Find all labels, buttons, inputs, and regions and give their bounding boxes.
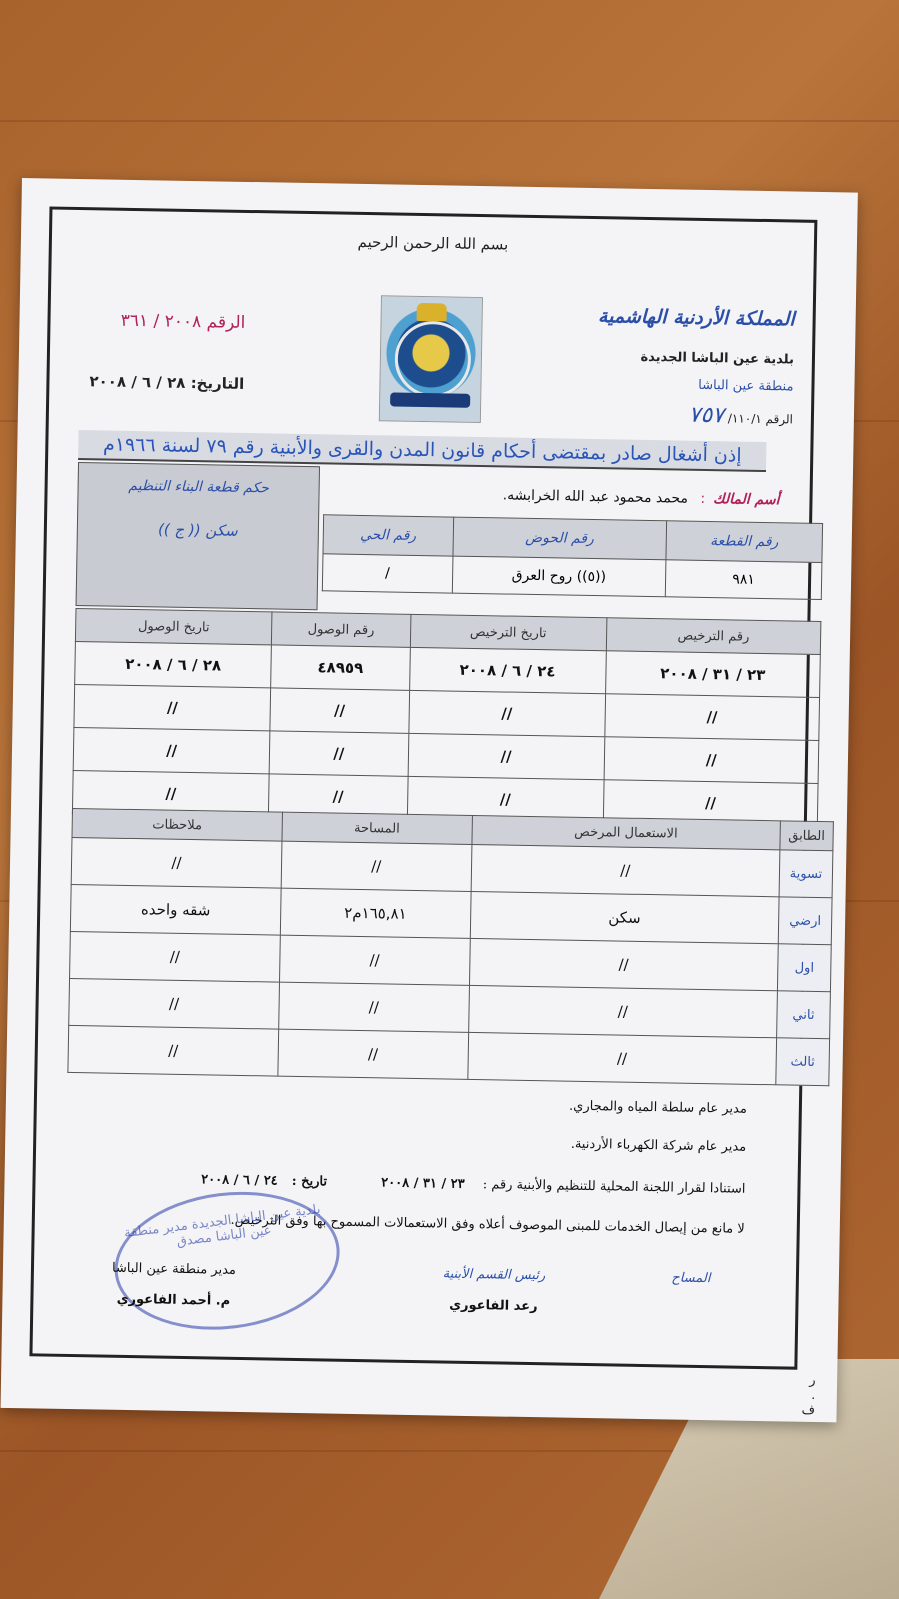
table-cell: ٢٨ / ٦ / ٢٠٠٨	[75, 642, 272, 688]
parcel-table	[322, 514, 823, 600]
floor-name: ارضي	[778, 897, 832, 945]
table-cell: //	[279, 982, 469, 1032]
permit-subject: إذن أشغال صادر بمقتضى أحكام قانون المدن والقرى والأبنية رقم ٧٩ لسنة ١٩٦٦م	[78, 430, 766, 472]
parcel-cell: ((٥)) روح العرق	[452, 556, 666, 597]
floor-name: تسوية	[779, 850, 833, 898]
floor-header: الاستعمال المرخص	[471, 815, 780, 849]
parcel-header: رقم القطعة	[666, 521, 823, 563]
basmala: بسم الله الرحمن الرحيم	[357, 232, 509, 254]
table-cell: شقه واحده	[70, 884, 281, 935]
stamp-text: بلدية عين الباشا الجديدة مدير منطقة عين الباشا مصدق	[123, 1202, 322, 1250]
permit-number	[90, 310, 245, 333]
head-signature	[393, 1266, 594, 1315]
floor-name: ثاني	[777, 991, 831, 1039]
logo-ribbon	[390, 392, 470, 407]
floor-name: ثالث	[776, 1038, 830, 1086]
table-cell: //	[74, 684, 271, 730]
owner-label: أسم المالك	[712, 491, 780, 509]
owner-line	[503, 487, 780, 508]
header-right-block	[593, 305, 795, 429]
signatures	[62, 1250, 746, 1372]
table-cell: //	[408, 733, 605, 779]
decision-number: ٢٣ / ٣١ / ٢٠٠٨	[381, 1175, 465, 1192]
table-cell: //	[408, 690, 605, 736]
municipality-name: بلدية عين الباشا الجديدة	[640, 349, 795, 368]
table-cell: //	[269, 731, 408, 776]
floor-header: الطابق	[780, 821, 833, 851]
kingdom-title: المملكة الأردنية الهاشمية	[597, 305, 795, 331]
reference-number	[593, 401, 793, 429]
table-cell: //	[605, 694, 820, 741]
license-header: تاريخ الوصول	[75, 609, 272, 645]
permit-date	[89, 372, 244, 393]
parcel-header: رقم الحي	[323, 515, 453, 556]
document-paper	[1, 178, 858, 1422]
table-cell: //	[69, 978, 280, 1029]
date-value: ٢٨ / ٦ / ٢٠٠٨	[89, 372, 186, 392]
owner-name: محمد محمود عبد الله الخرابشه.	[502, 487, 689, 507]
crown-icon	[417, 303, 447, 322]
table-cell: ١٦٥,٨١م٢	[280, 888, 470, 938]
region-name: منطقة عين الباشا	[698, 377, 794, 395]
license-header: رقم الوصول	[272, 612, 411, 647]
recipient-electricity: مدير عام شركة الكهرباء الأردنية.	[570, 1136, 747, 1155]
surveyor-signature	[636, 1270, 746, 1287]
number-value: ٢٠٠٨ / ٣٦١	[120, 310, 202, 333]
decision-date-value: ٢٤ / ٦ / ٢٠٠٨	[201, 1172, 278, 1189]
table-cell: ٤٨٩٥٩	[271, 645, 410, 690]
no-objection-text: لا مانع من إيصال الخدمات للمبنى الموصوف أعلاه وفق الاستعمالات المسموح بها وفق الترخيص.	[230, 1212, 745, 1237]
table-cell: //	[471, 844, 780, 896]
table-cell: //	[604, 737, 819, 784]
document-frame	[29, 206, 826, 1419]
table-cell: //	[68, 1025, 279, 1076]
ref-label: الرقم ١١٠/١/	[727, 411, 794, 427]
license-table	[72, 608, 821, 827]
ref-handwritten: ٧٥٧	[688, 402, 725, 429]
header-left-block	[89, 310, 245, 393]
table-cell: //	[278, 1029, 468, 1079]
laurel-ring-icon	[394, 321, 471, 398]
owner-separator: :	[700, 490, 706, 507]
table-cell: //	[407, 776, 604, 822]
table-cell: //	[469, 938, 778, 990]
table-cell: //	[603, 780, 818, 827]
table-cell: //	[468, 985, 777, 1037]
decision-line	[65, 1170, 745, 1197]
municipality-logo	[379, 295, 483, 423]
license-header: تاريخ الترخيص	[410, 614, 607, 650]
date-label: التاريخ:	[190, 373, 245, 393]
zoning-box	[76, 462, 320, 610]
table-cell: سكن	[470, 891, 779, 943]
table-cell: //	[467, 1032, 776, 1084]
recipient-water: مدير عام سلطة المياه والمجاري.	[568, 1098, 747, 1117]
zoning-value: سكن (( ج ))	[157, 520, 238, 540]
parcel-header: رقم الحوض	[453, 517, 667, 560]
director-signature	[73, 1260, 274, 1309]
table-cell: //	[269, 774, 408, 819]
decision-date-label: تاريخ :	[291, 1173, 328, 1190]
number-label: الرقم	[206, 312, 246, 333]
director-name: م. أحمد الفاعوري	[116, 1291, 231, 1309]
table-cell: ٢٤ / ٦ / ٢٠٠٨	[409, 647, 606, 693]
footer-initials: ر . ف	[801, 1372, 816, 1419]
director-role: مدير منطقة عين الباشا	[111, 1260, 237, 1278]
surveyor-role: المساح	[671, 1270, 711, 1287]
parcel-cell: /	[322, 554, 452, 593]
table-cell: //	[73, 727, 270, 773]
decision-text: استنادا لقرار اللجنة المحلية للتنظيم والأبنية رقم :	[482, 1177, 746, 1197]
head-name: رعد الفاعوري	[449, 1297, 538, 1315]
floor-name: اول	[777, 944, 831, 992]
table-cell: //	[270, 688, 409, 733]
table-cell: //	[71, 837, 282, 888]
table-cell: //	[281, 841, 471, 891]
license-header: رقم الترخيص	[606, 618, 821, 655]
table-cell: //	[279, 935, 469, 985]
floors-table	[67, 808, 834, 1086]
parcel-cell: ٩٨١	[665, 560, 822, 600]
head-role: رئيس القسم الأبنية	[442, 1266, 546, 1284]
floor-header: ملاحظات	[72, 808, 282, 841]
floor-header: المساحة	[282, 812, 472, 844]
table-cell: ٢٣ / ٣١ / ٢٠٠٨	[605, 651, 820, 698]
zoning-title: حكم قطعة البناء التنظيم	[128, 477, 270, 497]
table-cell: //	[70, 931, 281, 982]
table-cell: //	[72, 770, 269, 816]
